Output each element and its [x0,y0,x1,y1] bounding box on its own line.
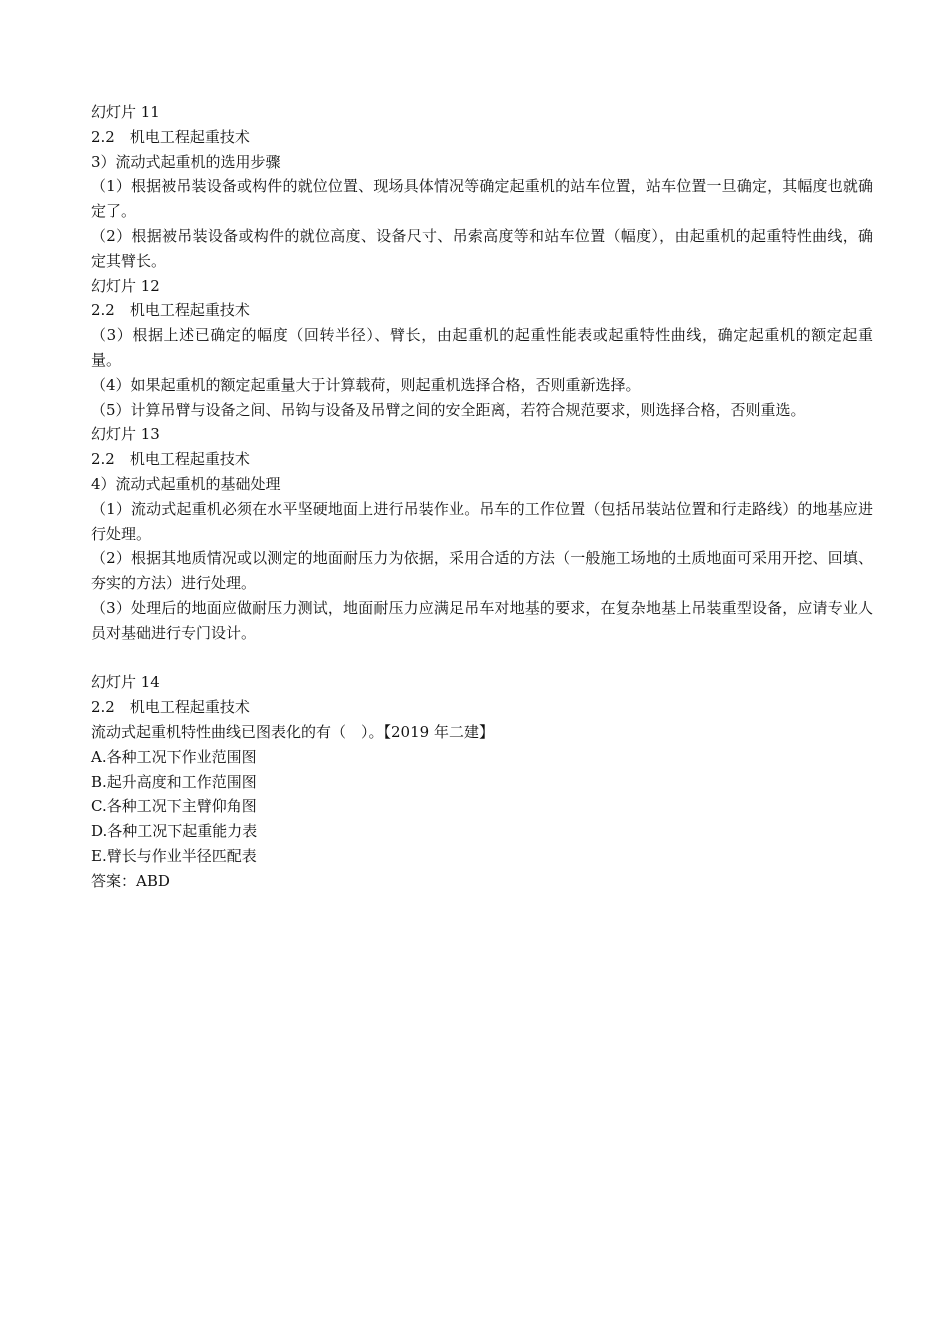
option-c: C.各种工况下主臂仰角图 [91,797,257,816]
slide-12-section: 2.2 机电工程起重技术 [91,301,250,320]
blank-line [91,646,873,671]
slide-14-section: 2.2 机电工程起重技术 [91,698,250,717]
slide-12-title: 幻灯片 12 [91,276,160,295]
option-b: B.起升高度和工作范围图 [91,772,257,791]
slide-11-block [91,100,873,274]
slide-14-question: 流动式起重机特性曲线已图表化的有（ ）。【2019 年二建】 [91,722,494,741]
slide-13-item-3: （3）处理后的地面应做耐压力测试，地面耐压力应满足吊车对地基的要求，在复杂地基上吊装重型设备，应请专业人员对基础进行专门设计。 [91,598,873,642]
slide-11-heading: 3）流动式起重机的选用步骤 [91,152,281,171]
slide-11-item-2: （2）根据被吊装设备或构件的就位高度、设备尺寸、吊索高度等和站车位置（幅度），由起重机的起重特性曲线，确定其臂长。 [91,226,873,270]
answer-line: 答案：ABD [91,871,170,890]
slide-13-heading: 4）流动式起重机的基础处理 [91,474,281,493]
slide-13-item-1: （1）流动式起重机必须在水平坚硬地面上进行吊装作业。吊车的工作位置（包括吊装站位置和行走路线）的地基应进行处理。 [91,499,873,543]
slide-13-title: 幻灯片 13 [91,425,160,444]
slide-12-item-3: （3）根据上述已确定的幅度（回转半径）、臂长，由起重机的起重性能表或起重特性曲线，确定起重机的额定起重量。 [91,326,873,369]
slide-12-item-5: （5）计算吊臂与设备之间、吊钩与设备及吊臂之间的安全距离，若符合规范要求，则选择合格，否则重选。 [91,400,806,419]
option-d: D.各种工况下起重能力表 [91,822,258,841]
slide-14-title: 幻灯片 14 [91,673,160,692]
document-page [91,100,873,894]
slide-11-section: 2.2 机电工程起重技术 [91,127,250,146]
slide-11-title: 幻灯片 11 [91,103,160,121]
option-e: E.臂长与作业半径匹配表 [91,846,257,865]
slide-13-item-2: （2）根据其地质情况或以测定的地面耐压力为依据，采用合适的方法（一般施工场地的土质地面可采用开挖、回填、夯实的方法）进行处理。 [91,549,873,593]
slide-13-section: 2.2 机电工程起重技术 [91,450,250,469]
slide-13-block [91,422,873,645]
slide-11-item-1: （1）根据被吊装设备或构件的就位位置、现场具体情况等确定起重机的站车位置，站车位置一旦确定，其幅度也就确定了。 [91,177,873,221]
slide-12-block [91,274,873,423]
slide-14-block [91,670,873,893]
option-a: A.各种工况下作业范围图 [91,747,257,766]
slide-12-item-4: （4）如果起重机的额定起重量大于计算载荷，则起重机选择合格，否则重新选择。 [91,375,641,394]
